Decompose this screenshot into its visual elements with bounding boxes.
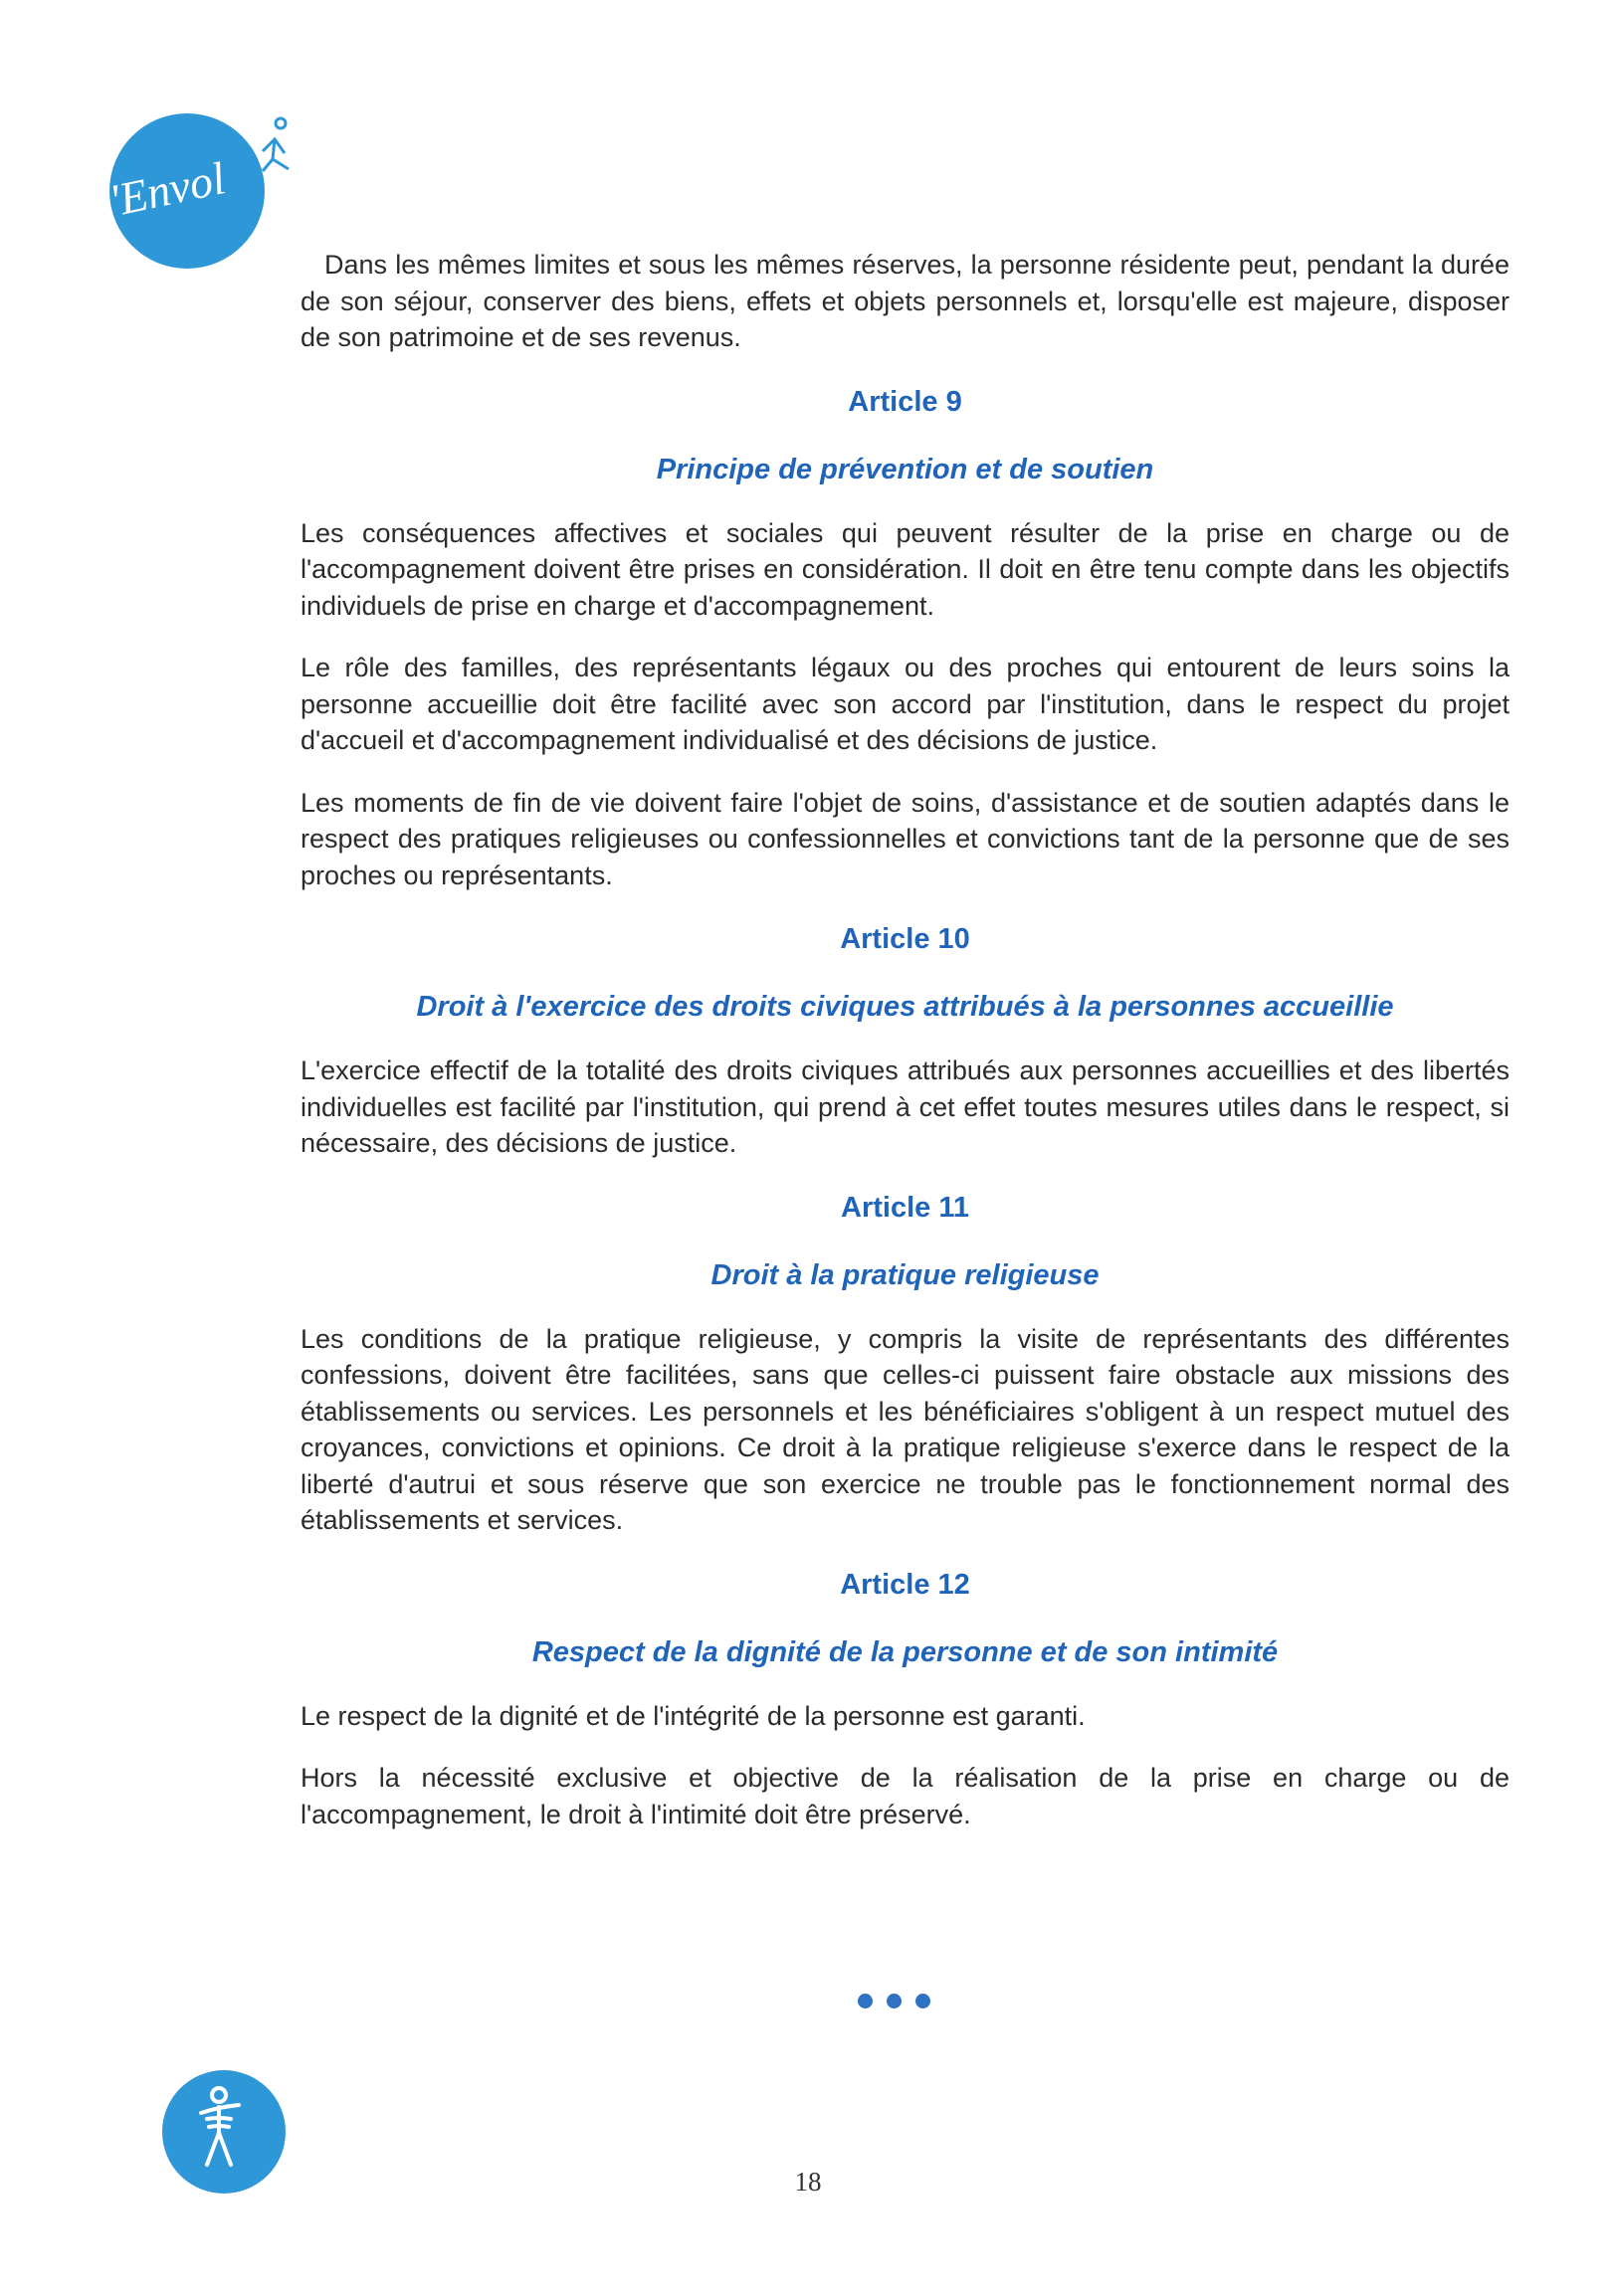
- envol-logo: [78, 109, 297, 269]
- paragraph: Hors la nécessité exclusive et objective de la réalisation de la prise en charge ou de l'accompagnement, le droit à l'intimité doit être préservé.: [301, 1763, 1510, 1829]
- page-number: 18: [794, 2167, 822, 2197]
- intro-paragraph: Dans les mêmes limites et sous les mêmes réserves, la personne résidente peut, pendant la durée de son séjour, conserver des biens, effets et objets personnels et, lorsqu'elle est majeure, disposer de son patrimoine et de ses revenus.: [301, 250, 1510, 352]
- article-subtitle: Principe de prévention et de soutien: [656, 453, 1154, 485]
- article-title: Article 11: [841, 1191, 969, 1224]
- dot: [915, 1994, 930, 2009]
- article-title: Article 10: [840, 923, 970, 955]
- separator-dots: [858, 1994, 930, 2009]
- article-title: Article 9: [848, 385, 962, 418]
- dot: [887, 1994, 902, 2009]
- paragraph: Les moments de fin de vie doivent faire l'objet de soins, d'assistance et de soutien adaptés dans le respect des pratiques religieuses ou confessionnelles et convictions tant de la personne que de ses proches ou représentants.: [301, 787, 1510, 890]
- article-subtitle: Droit à la pratique religieuse: [710, 1258, 1100, 1291]
- dot: [858, 1994, 873, 2009]
- article-subtitle: Droit à l'exercice des droits civiques attribués à la personnes accueillie: [416, 991, 1394, 1023]
- paragraph: Les conditions de la pratique religieuse, y compris la visite de représentants des différentes confessions, doivent être facilitées, sans que celles-ci puissent faire obstacle aux missions des établissements ou services. Les personnels et les bénéficiaires s'obligent à un respect mutuel des croyances, convictions et opinions. Ce droit à la pratique religieuse s'exerce dans le respect de la liberté d'autrui et sous réserve que son exercice ne trouble pas le fonctionnement normal des établissements et services.: [301, 1323, 1510, 1535]
- paragraph: Le rôle des familles, des représentants légaux ou des proches qui entourent de leurs soins la personne accueillie doit être facilité avec son accord par l'institution, dans le respect du projet d'accueil et d'accompagnement individualisé et des décisions de justice.: [301, 653, 1510, 755]
- paragraph: Le respect de la dignité et de l'intégrité de la personne est garanti.: [301, 1700, 1086, 1731]
- paragraph: Les conséquences affectives et sociales qui peuvent résulter de la prise en charge ou de l'accompagnement doivent être prises en considération. Il doit en être tenu compte dans les objectifs individuels de prise en charge et d'accompagnement.: [301, 517, 1510, 621]
- figure-icon: [263, 118, 289, 171]
- article-subtitle: Respect de la dignité de la personne et de son intimité: [531, 1635, 1279, 1668]
- logo-text: L'Envol: [80, 152, 230, 232]
- paragraph: L'exercice effectif de la totalité des droits civiques attribués aux personnes accueillies et des libertés individuelles est facilité par l'institution, qui prend à cet effet toutes mesures utiles dans le respect, si nécessaire, des décisions de justice.: [301, 1055, 1510, 1158]
- article-title: Article 12: [840, 1568, 970, 1601]
- document-body: [301, 247, 1510, 1858]
